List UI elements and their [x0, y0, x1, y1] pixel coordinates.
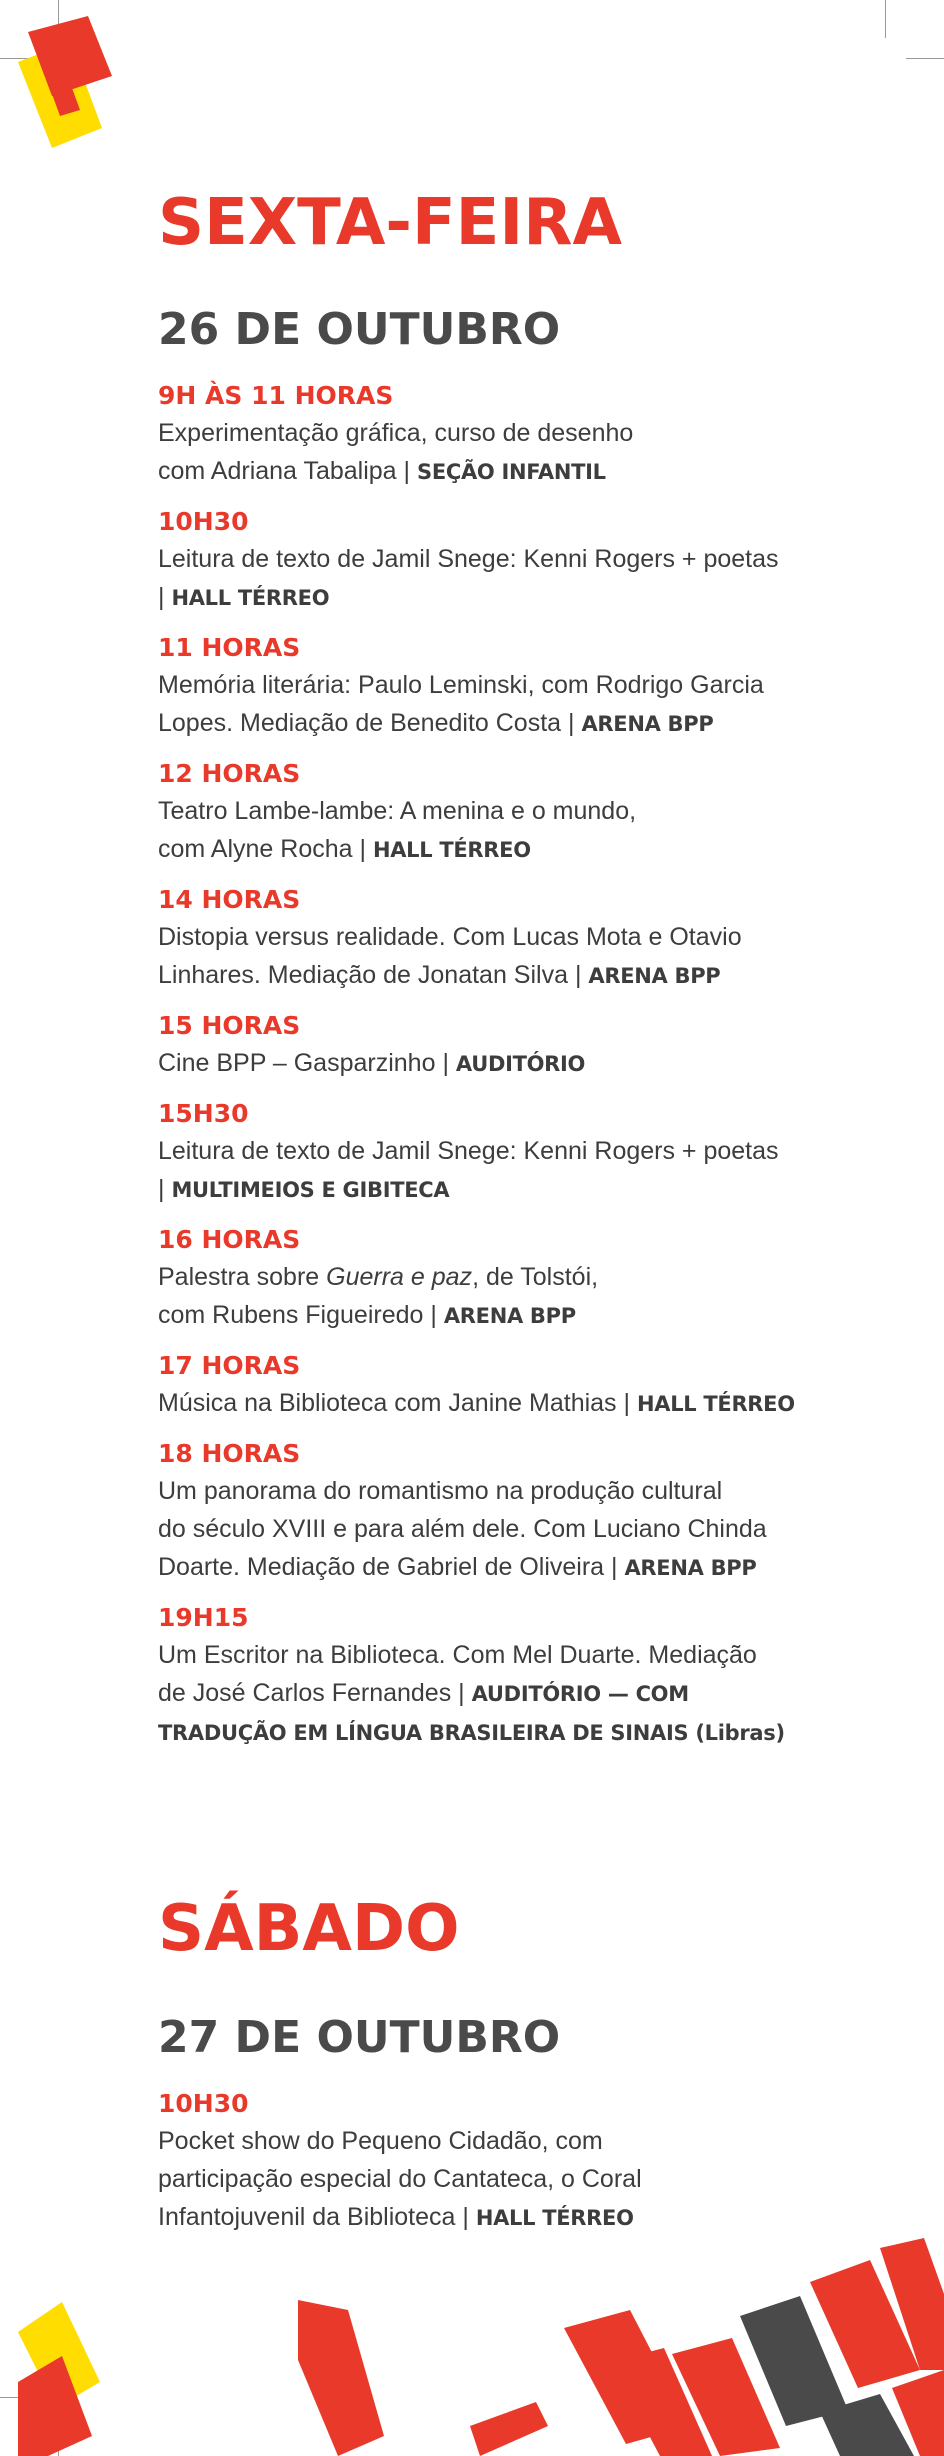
event-time: 12 HORAS: [158, 759, 301, 788]
event-time: 10H30: [158, 2089, 249, 2118]
day-heading-friday: SEXTA-FEIRA: [158, 186, 622, 260]
event-time: 18 HORAS: [158, 1439, 301, 1468]
event-location: ARENA BPP: [588, 964, 721, 988]
event-time: 10H30: [158, 507, 249, 536]
crop-mark: [885, 0, 886, 38]
event-list-friday: [158, 378, 808, 1765]
event-time: 15H30: [158, 1099, 249, 1128]
event-item: [158, 1600, 808, 1752]
date-heading-friday: 26 DE OUTUBRO: [158, 304, 561, 355]
event-description: Teatro Lambe-lambe: A menina e o mundo, com Alyne Rocha | HALL TÉRREO: [158, 797, 637, 863]
event-location: HALL TÉRREO: [636, 1392, 795, 1416]
event-description: Leitura de texto de Jamil Snege: Kenni Rogers + poetas | HALL TÉRREO: [158, 545, 779, 611]
event-location: HALL TÉRREO: [171, 586, 330, 610]
event-time: 16 HORAS: [158, 1225, 301, 1254]
event-location: HALL TÉRREO: [475, 2206, 634, 2230]
decorative-blocks-bottom-right: [280, 2230, 944, 2456]
book-title: Guerra e paz: [326, 1263, 473, 1291]
event-time: 15 HORAS: [158, 1011, 301, 1040]
event-description: Um panorama do romantismo na produção cultural do século XVIII e para além dele. Com Luciano Chinda Doarte. Mediação de Gabriel de Oliveira | ARENA BPP: [158, 1477, 767, 1581]
event-item: [158, 378, 808, 491]
event-description: Pocket show do Pequeno Cidadão, com participação especial do Cantateca, o Coral Infantojuvenil da Biblioteca | HALL TÉRREO: [158, 2127, 642, 2231]
event-description: Experimentação gráfica, curso de desenho com Adriana Tabalipa | SEÇÃO INFANTIL: [158, 419, 634, 485]
event-location: HALL TÉRREO: [372, 838, 531, 862]
event-time: 11 HORAS: [158, 633, 301, 662]
event-description: Distopia versus realidade. Com Lucas Mota e Otavio Linhares. Mediação de Jonatan Silva | ARENA BPP: [158, 923, 742, 989]
decorative-blocks-top: [0, 0, 140, 160]
event-location: MULTIMEIOS E GIBITECA: [171, 1178, 450, 1202]
event-item: [158, 504, 808, 617]
event-description: Um Escritor na Biblioteca. Com Mel Duarte. Mediação de José Carlos Fernandes | AUDITÓRIO — COM TRADUÇÃO EM LÍNGUA BRASILEIRA DE SINAIS (Libras): [158, 1641, 785, 1745]
event-location: AUDITÓRIO: [455, 1052, 586, 1076]
event-item: [158, 1096, 808, 1209]
event-description: Memória literária: Paulo Leminski, com Rodrigo Garcia Lopes. Mediação de Benedito Costa | ARENA BPP: [158, 671, 764, 737]
event-item: [158, 630, 808, 743]
day-heading-saturday: SÁBADO: [158, 1892, 460, 1966]
event-item: [158, 1222, 808, 1335]
event-item: [158, 1348, 808, 1423]
event-description: Leitura de texto de Jamil Snege: Kenni Rogers + poetas | MULTIMEIOS E GIBITECA: [158, 1137, 779, 1203]
crop-mark: [906, 58, 944, 59]
event-location: ARENA BPP: [581, 712, 714, 736]
event-time: 9H ÀS 11 HORAS: [158, 381, 394, 410]
event-time: 19H15: [158, 1603, 249, 1632]
event-location: SEÇÃO INFANTIL: [417, 460, 606, 484]
event-item: [158, 1008, 808, 1083]
event-description: Música na Biblioteca com Janine Mathias | HALL TÉRREO: [158, 1389, 795, 1417]
event-location: AUDITÓRIO — COM TRADUÇÃO EM LÍNGUA BRASILEIRA DE SINAIS (Libras): [158, 1682, 785, 1745]
event-item: [158, 882, 808, 995]
event-list-saturday: [158, 2086, 808, 2250]
event-location: ARENA BPP: [624, 1556, 757, 1580]
event-description: Cine BPP – Gasparzinho | AUDITÓRIO: [158, 1049, 586, 1077]
event-item: [158, 2086, 808, 2237]
date-heading-saturday: 27 DE OUTUBRO: [158, 2012, 561, 2063]
event-description: Palestra sobre Guerra e paz, de Tolstói, com Rubens Figueiredo | ARENA BPP: [158, 1263, 599, 1329]
decorative-blocks-bottom-left: [0, 2290, 120, 2456]
event-item: [158, 1436, 808, 1587]
event-time: 17 HORAS: [158, 1351, 301, 1380]
event-item: [158, 756, 808, 869]
event-location: ARENA BPP: [443, 1304, 576, 1328]
event-time: 14 HORAS: [158, 885, 301, 914]
